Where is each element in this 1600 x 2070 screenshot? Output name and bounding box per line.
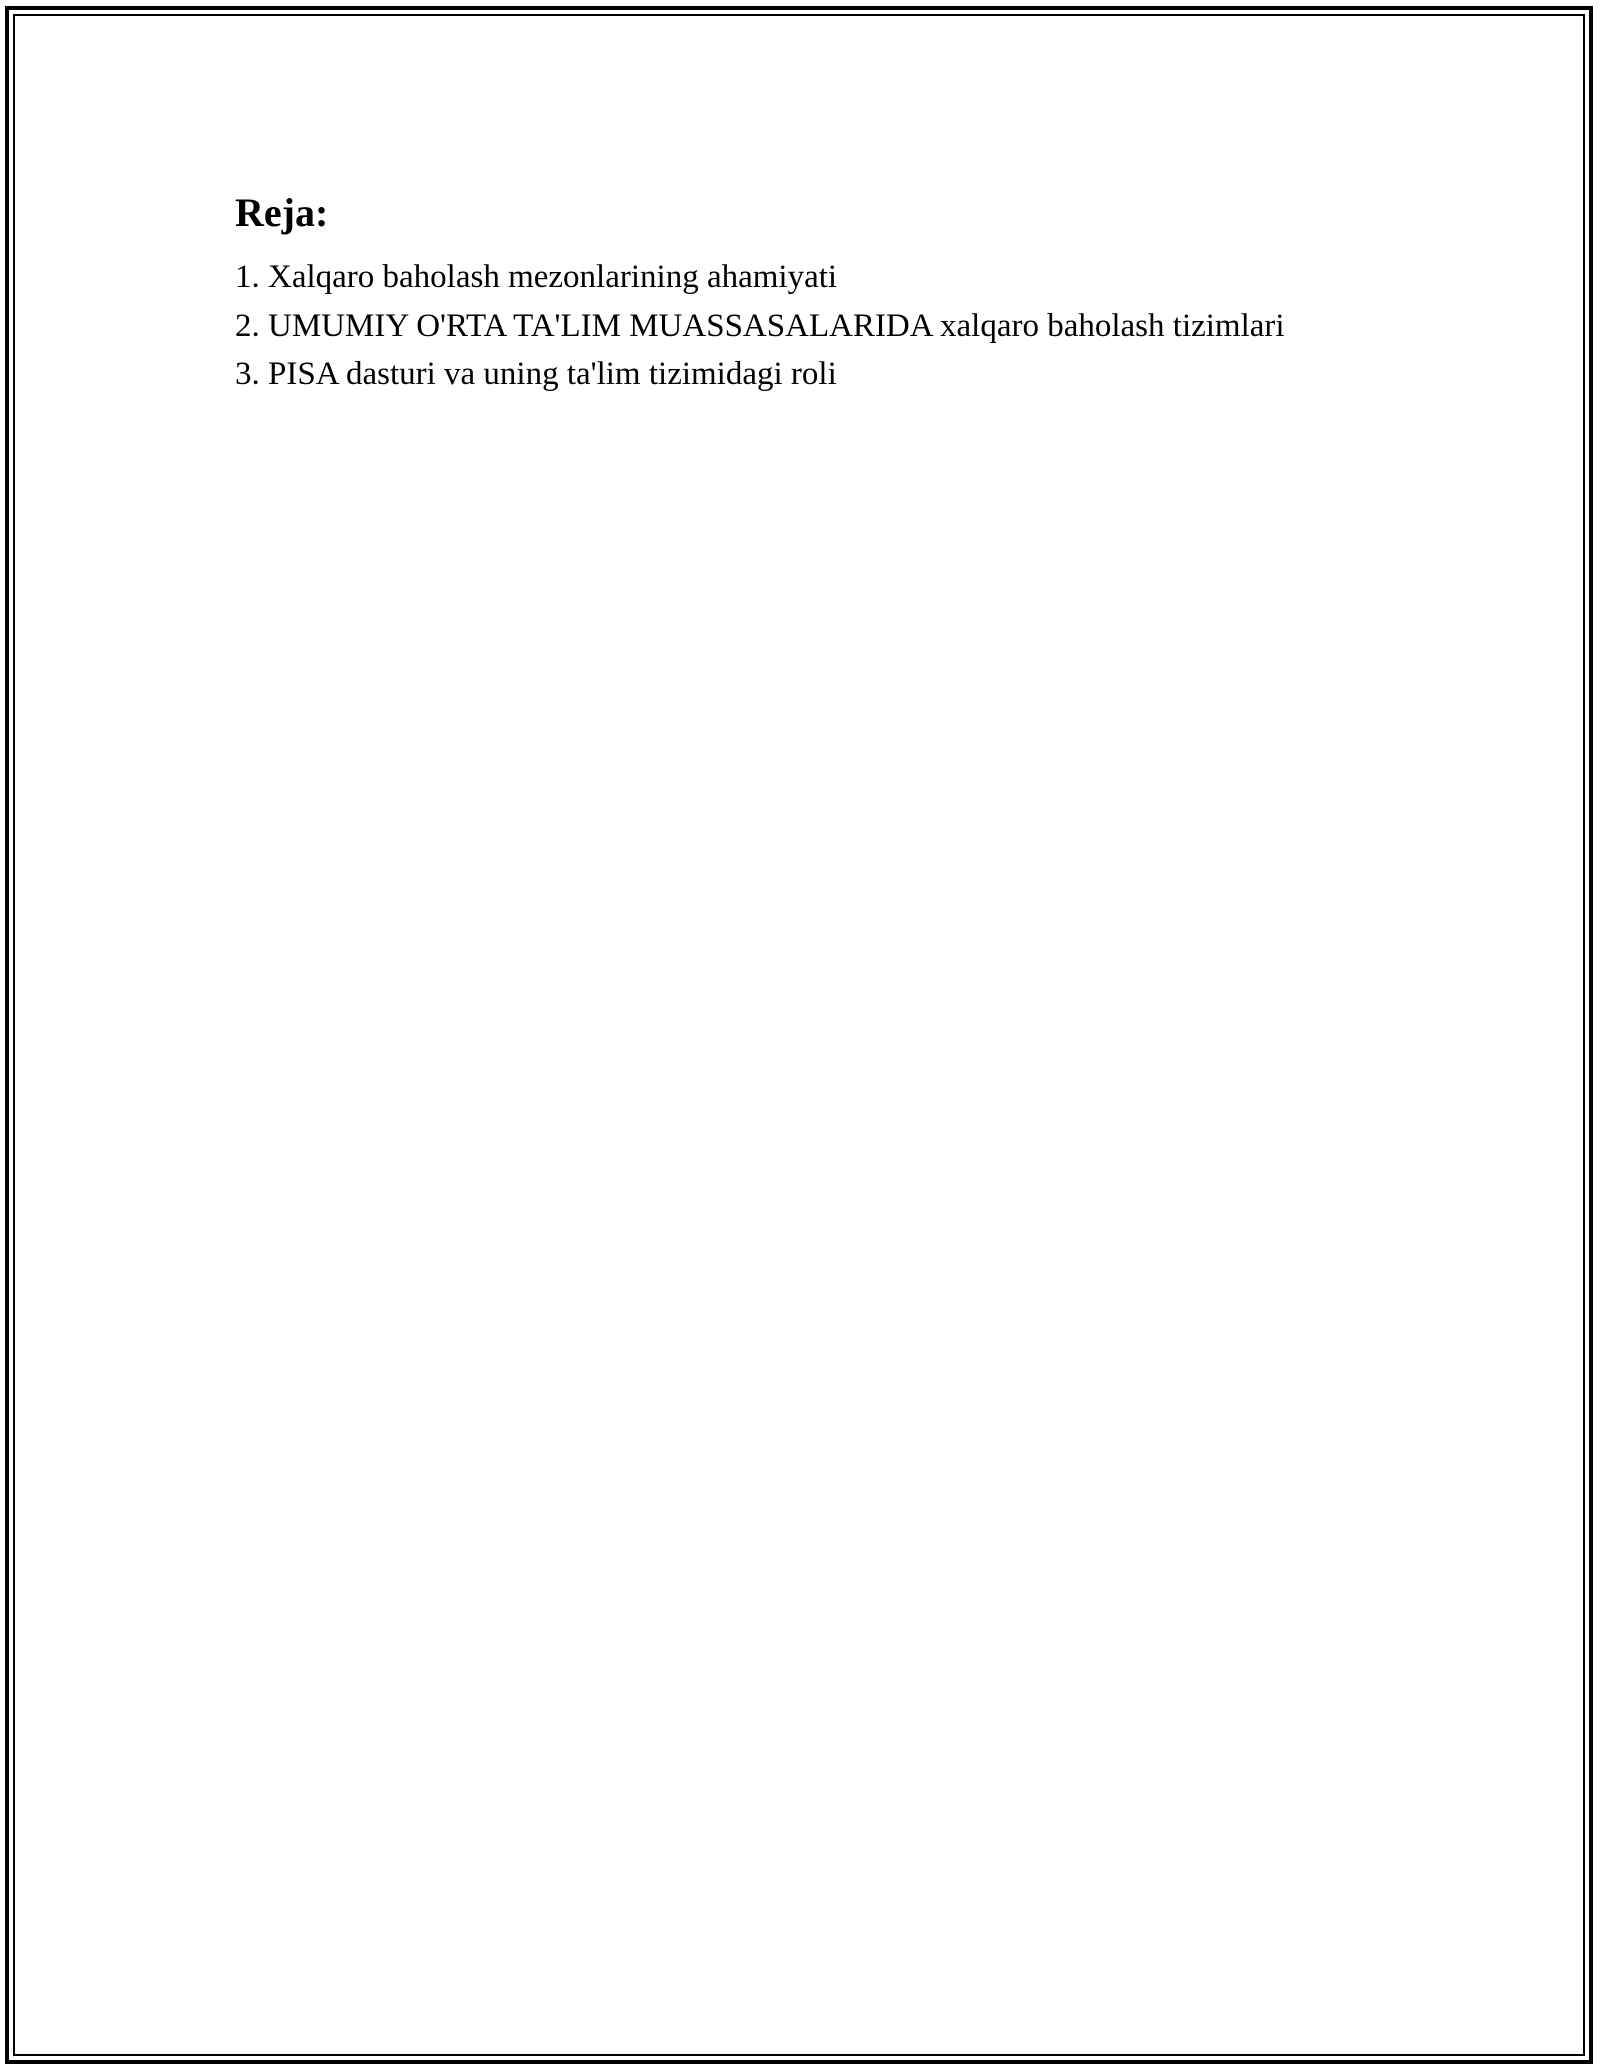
plan-item-2: 2. UMUMIY O'RTA TA'LIM MUASSASALARIDA xalqaro baholash tizimlari (235, 307, 1285, 344)
plan-title: Reja: (235, 190, 329, 235)
plan-item-3: 3. PISA dasturi va uning ta'lim tizimidagi roli (235, 356, 837, 392)
plan-list (235, 253, 1335, 399)
plan-item-1: 1. Xalqaro baholash mezonlarining ahamiyati (235, 259, 838, 295)
plan-section (235, 185, 1335, 399)
